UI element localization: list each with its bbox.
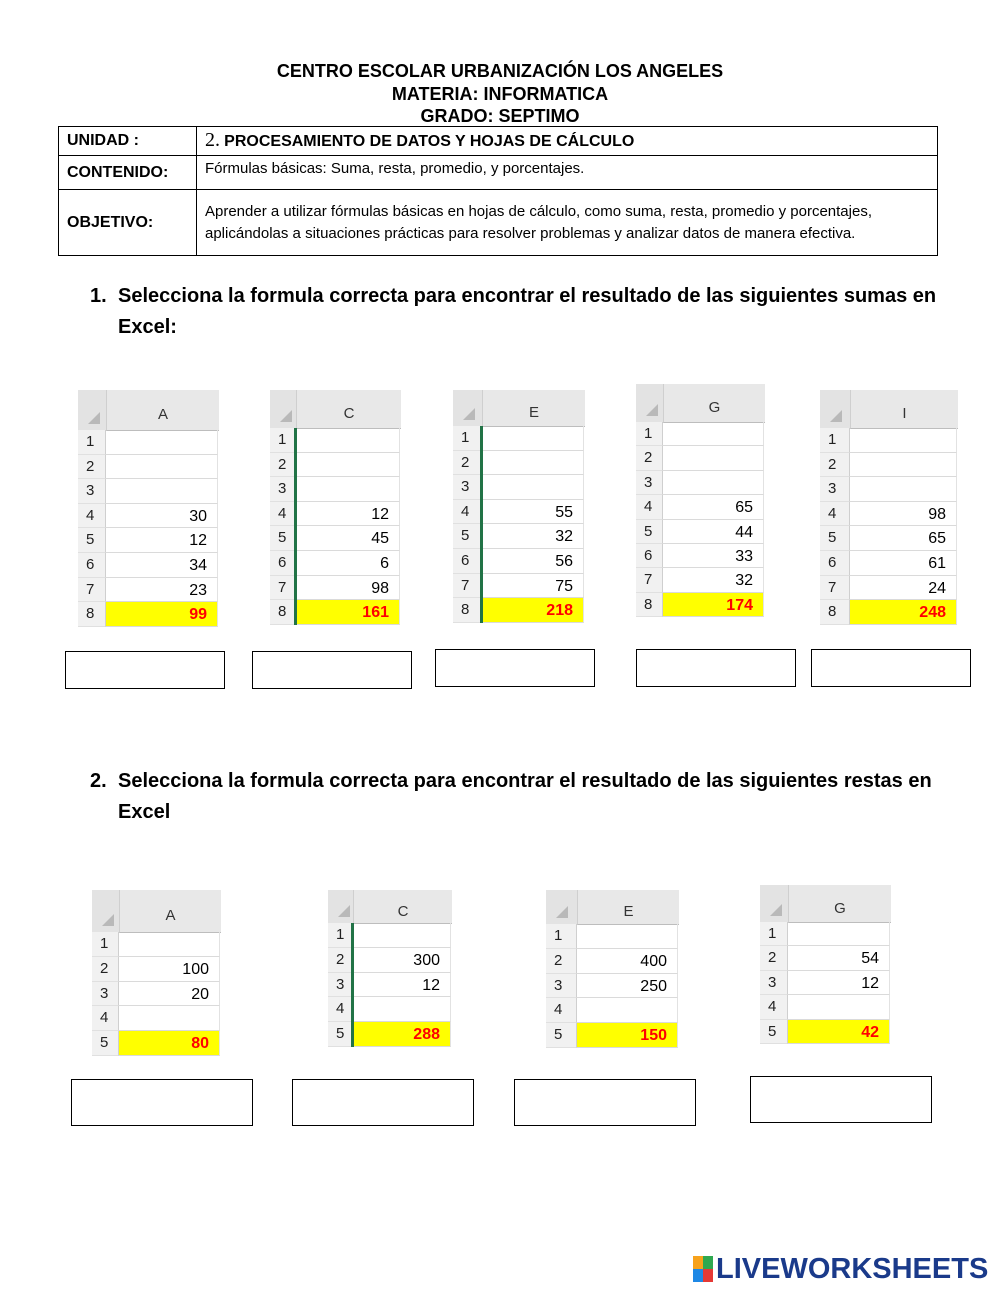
row-number[interactable]: 4 <box>820 502 850 527</box>
value-cell[interactable] <box>788 922 890 946</box>
select-all-triangle-icon <box>338 905 350 917</box>
row-number[interactable]: 1 <box>270 428 296 453</box>
row-number[interactable]: 3 <box>820 477 850 502</box>
row-number[interactable]: 1 <box>546 924 577 949</box>
grade-line: GRADO: SEPTIMO <box>420 106 580 126</box>
row-number[interactable]: 6 <box>636 544 663 568</box>
row-number[interactable]: 3 <box>78 479 106 504</box>
logo-square-2 <box>703 1256 713 1269</box>
row-number[interactable]: 1 <box>820 428 850 453</box>
row-number[interactable]: 5 <box>636 520 663 544</box>
row-number[interactable]: 5 <box>78 528 106 553</box>
sheet-row <box>92 932 220 957</box>
sum-answer-box-3[interactable] <box>435 649 595 687</box>
unit-label: UNIDAD : <box>59 127 197 156</box>
value-cell[interactable]: 54 <box>788 946 890 970</box>
value-cell[interactable]: 45 <box>296 526 400 551</box>
sheet-row <box>636 568 764 592</box>
select-all-corner[interactable] <box>546 890 577 925</box>
value-cell[interactable] <box>482 475 584 500</box>
selection-border <box>294 428 297 625</box>
select-all-triangle-icon <box>770 904 782 916</box>
value-cell[interactable] <box>850 428 957 453</box>
result-cell[interactable]: 42 <box>788 1020 890 1044</box>
value-cell[interactable] <box>353 997 451 1022</box>
objective-label: OBJETIVO: <box>59 190 197 256</box>
value-cell[interactable] <box>296 428 400 453</box>
logo-square-1 <box>693 1256 703 1269</box>
row-number[interactable]: 2 <box>820 453 850 478</box>
sum_sheets-sheet-i <box>820 390 957 625</box>
row-number[interactable]: 5 <box>760 1020 788 1044</box>
sheet-row <box>636 471 764 495</box>
selection-border <box>480 426 483 623</box>
sheet-row <box>636 544 764 568</box>
sheet-row <box>78 553 218 578</box>
column-header[interactable]: E <box>482 390 585 427</box>
value-cell[interactable]: 30 <box>106 504 218 529</box>
row-number[interactable]: 5 <box>92 1031 119 1056</box>
value-cell[interactable]: 65 <box>663 495 764 519</box>
sheet-row <box>270 477 400 502</box>
value-cell[interactable]: 98 <box>296 576 400 601</box>
column-header[interactable]: C <box>353 890 452 924</box>
sum-answer-box-4[interactable] <box>636 649 796 687</box>
sheet-row <box>546 949 678 974</box>
question-1-text: Selecciona la formula correcta para encontrar el resultado de las siguientes sumas en Excel: <box>118 285 937 338</box>
sheet-row <box>820 576 957 601</box>
value-cell[interactable]: 65 <box>850 526 957 551</box>
value-cell[interactable]: 33 <box>663 544 764 568</box>
value-cell[interactable] <box>106 430 218 455</box>
sum-answer-box-1[interactable] <box>65 651 225 689</box>
select-all-corner[interactable] <box>328 890 353 924</box>
result-cell[interactable]: 161 <box>296 600 400 625</box>
value-cell[interactable] <box>106 455 218 480</box>
row-number[interactable]: 7 <box>78 578 106 603</box>
question-1 <box>90 281 950 343</box>
value-cell[interactable]: 61 <box>850 551 957 576</box>
row-number[interactable]: 1 <box>453 426 482 451</box>
value-cell[interactable]: 100 <box>119 957 220 982</box>
select-all-triangle-icon <box>556 906 568 918</box>
sheet-row <box>546 924 678 949</box>
value-cell[interactable]: 250 <box>577 974 678 999</box>
sheet-row <box>453 500 584 525</box>
sheet-row <box>453 426 584 451</box>
value-cell[interactable]: 12 <box>106 528 218 553</box>
select-all-triangle-icon <box>463 408 475 420</box>
column-header[interactable]: C <box>296 390 401 429</box>
row-number[interactable]: 3 <box>270 477 296 502</box>
row-number[interactable]: 4 <box>270 502 296 527</box>
select-all-corner[interactable] <box>636 384 663 423</box>
value-cell[interactable]: 400 <box>577 949 678 974</box>
value-cell[interactable] <box>788 995 890 1019</box>
subtraction-answer-box-4[interactable] <box>750 1076 932 1123</box>
value-cell[interactable]: 56 <box>482 549 584 574</box>
question-2-text: Selecciona la formula correcta para encontrar el resultado de las siguientes restas en Excel <box>118 770 932 823</box>
value-cell[interactable] <box>850 453 957 478</box>
row-number[interactable]: 5 <box>270 526 296 551</box>
row-number[interactable]: 2 <box>270 453 296 478</box>
value-cell[interactable]: 34 <box>106 553 218 578</box>
sub_sheets-sheet-a <box>92 890 220 1056</box>
sheet-row <box>820 453 957 478</box>
sheet-row <box>270 502 400 527</box>
sheet-row <box>760 971 890 995</box>
sheet-row <box>453 524 584 549</box>
logo-mark-icon <box>693 1256 713 1282</box>
sheet-row <box>78 479 218 504</box>
sheet-row <box>636 520 764 544</box>
sheet-row <box>546 974 678 999</box>
row-number[interactable]: 4 <box>760 995 788 1019</box>
row-number[interactable]: 6 <box>270 551 296 576</box>
value-cell[interactable] <box>482 451 584 476</box>
value-cell[interactable] <box>353 923 451 948</box>
value-cell[interactable]: 75 <box>482 574 584 599</box>
sheet-row <box>636 495 764 519</box>
value-cell[interactable]: 23 <box>106 578 218 603</box>
row-number[interactable]: 7 <box>270 576 296 601</box>
value-cell[interactable]: 6 <box>296 551 400 576</box>
row-number[interactable]: 3 <box>453 475 482 500</box>
unit-cell <box>197 127 938 156</box>
school-name: CENTRO ESCOLAR URBANIZACIÓN LOS ANGELES <box>276 61 724 81</box>
value-cell[interactable] <box>106 479 218 504</box>
sub_sheets-sheet-c <box>328 890 451 1047</box>
select-all-corner[interactable] <box>820 390 850 429</box>
sheet-row <box>78 455 218 480</box>
sum-answer-box-2[interactable] <box>252 651 412 689</box>
sheet-row <box>92 1031 220 1056</box>
sub_sheets-sheet-e <box>546 890 678 1048</box>
result-cell[interactable]: 288 <box>353 1022 451 1047</box>
row-number[interactable]: 1 <box>760 922 788 946</box>
value-cell[interactable] <box>482 426 584 451</box>
column-header[interactable]: A <box>106 390 219 431</box>
sheet-row <box>546 1023 678 1048</box>
subtraction-answer-box-2[interactable] <box>292 1079 474 1126</box>
column-header[interactable]: E <box>577 890 679 925</box>
sheet-row <box>92 982 220 1007</box>
sum-answer-box-5[interactable] <box>811 649 971 687</box>
row-number[interactable]: 5 <box>546 1023 577 1048</box>
row-number[interactable]: 2 <box>636 446 663 470</box>
value-cell[interactable] <box>663 471 764 495</box>
row-number[interactable]: 2 <box>453 451 482 476</box>
select-all-corner[interactable] <box>92 890 119 933</box>
result-cell[interactable]: 150 <box>577 1023 678 1048</box>
value-cell[interactable]: 12 <box>788 971 890 995</box>
sheet-row <box>636 446 764 470</box>
sheet-row <box>270 453 400 478</box>
question-1-number: 1. <box>90 285 107 307</box>
subtraction-answer-box-3[interactable] <box>514 1079 696 1126</box>
value-cell[interactable]: 44 <box>663 520 764 544</box>
sheet-row <box>820 502 957 527</box>
sheet-row <box>270 600 400 625</box>
row-number[interactable]: 4 <box>328 997 353 1022</box>
row-number[interactable]: 7 <box>820 576 850 601</box>
value-cell[interactable] <box>663 422 764 446</box>
sheet-row <box>270 428 400 453</box>
sheet-row <box>78 430 218 455</box>
row-number[interactable]: 3 <box>92 982 119 1007</box>
question-2 <box>90 766 950 828</box>
value-cell[interactable]: 20 <box>119 982 220 1007</box>
row-number[interactable]: 1 <box>78 430 106 455</box>
sub_sheets-sheet-g <box>760 885 890 1044</box>
unit-value: PROCESAMIENTO DE DATOS Y HOJAS DE CÁLCULO <box>224 133 635 150</box>
row-number[interactable]: 6 <box>78 553 106 578</box>
sheet-row <box>820 526 957 551</box>
result-cell[interactable]: 174 <box>663 593 764 617</box>
liveworksheets-logo <box>693 1253 988 1285</box>
sheet-row <box>78 528 218 553</box>
value-cell[interactable]: 98 <box>850 502 957 527</box>
subject-line: MATERIA: INFORMATICA <box>391 84 609 104</box>
row-number[interactable]: 8 <box>636 593 663 617</box>
row-number[interactable]: 1 <box>92 932 119 957</box>
row-number[interactable]: 2 <box>328 948 353 973</box>
sheet-row <box>270 551 400 576</box>
row-number[interactable]: 1 <box>328 923 353 948</box>
sheet-row <box>760 946 890 970</box>
sheet-row <box>453 598 584 623</box>
sum_sheets-sheet-e <box>453 390 584 623</box>
value-cell[interactable] <box>577 924 678 949</box>
sum_sheets-sheet-g <box>636 384 764 617</box>
row-number[interactable]: 3 <box>636 471 663 495</box>
sheet-row <box>78 578 218 603</box>
row-number[interactable]: 2 <box>760 946 788 970</box>
sheet-row <box>760 995 890 1019</box>
sheet-row <box>328 1022 451 1047</box>
row-number[interactable]: 4 <box>636 495 663 519</box>
result-cell[interactable]: 248 <box>850 600 957 625</box>
value-cell[interactable] <box>663 446 764 470</box>
row-number[interactable]: 6 <box>453 549 482 574</box>
row-number[interactable]: 2 <box>546 949 577 974</box>
row-number[interactable]: 4 <box>453 500 482 525</box>
objective-value: Aprender a utilizar fórmulas básicas en hojas de cálculo, como suma, resta, promedio y porcentajes, aplicándolas a situaciones prácticas para resolver problemas y analizar datos de manera efectiva. <box>197 190 938 256</box>
sum_sheets-sheet-c <box>270 390 400 625</box>
value-cell[interactable] <box>296 453 400 478</box>
sheet-row <box>453 549 584 574</box>
sheet-row <box>328 973 451 998</box>
row-number[interactable]: 3 <box>760 971 788 995</box>
column-header[interactable]: I <box>850 390 958 429</box>
sheet-row <box>760 922 890 946</box>
logo-wordmark: LIVEWORKSHEETS <box>716 1252 989 1285</box>
sheet-row <box>92 1006 220 1031</box>
select-all-triangle-icon <box>830 410 842 422</box>
sum_sheets-sheet-a <box>78 390 218 627</box>
sheet-row <box>453 475 584 500</box>
row-number[interactable]: 7 <box>453 574 482 599</box>
row-number[interactable]: 2 <box>92 957 119 982</box>
info-table <box>58 126 938 256</box>
row-number[interactable]: 8 <box>453 598 482 623</box>
sheet-row <box>328 948 451 973</box>
value-cell[interactable]: 12 <box>296 502 400 527</box>
result-cell[interactable]: 80 <box>119 1031 220 1056</box>
column-header[interactable]: G <box>788 885 891 923</box>
value-cell[interactable] <box>296 477 400 502</box>
sheet-row <box>820 477 957 502</box>
row-number[interactable]: 8 <box>270 600 296 625</box>
value-cell[interactable]: 32 <box>482 524 584 549</box>
row-number[interactable]: 5 <box>453 524 482 549</box>
sheet-row <box>453 574 584 599</box>
select-all-triangle-icon <box>88 412 100 424</box>
sheet-row <box>636 593 764 617</box>
value-cell[interactable]: 24 <box>850 576 957 601</box>
sheet-row <box>820 428 957 453</box>
row-number[interactable]: 7 <box>636 568 663 592</box>
value-cell[interactable] <box>119 932 220 957</box>
sheet-row <box>453 451 584 476</box>
sheet-row <box>328 923 451 948</box>
row-number[interactable]: 6 <box>820 551 850 576</box>
sheet-row <box>546 998 678 1023</box>
row-number[interactable]: 3 <box>328 973 353 998</box>
row-number[interactable]: 8 <box>78 602 106 627</box>
select-all-corner[interactable] <box>78 390 106 431</box>
value-cell[interactable]: 32 <box>663 568 764 592</box>
select-all-triangle-icon <box>102 914 114 926</box>
result-cell[interactable]: 99 <box>106 602 218 627</box>
value-cell[interactable]: 12 <box>353 973 451 998</box>
sheet-row <box>328 997 451 1022</box>
column-header[interactable]: A <box>119 890 221 933</box>
select-all-triangle-icon <box>280 410 292 422</box>
select-all-corner[interactable] <box>453 390 482 427</box>
sheet-row <box>78 504 218 529</box>
row-number[interactable]: 4 <box>546 998 577 1023</box>
sheet-row <box>270 576 400 601</box>
subtraction-answer-box-1[interactable] <box>71 1079 253 1126</box>
sheet-row <box>270 526 400 551</box>
sheet-row <box>78 602 218 627</box>
row-number[interactable]: 1 <box>636 422 663 446</box>
sheet-row <box>820 551 957 576</box>
row-number[interactable]: 5 <box>820 526 850 551</box>
value-cell[interactable] <box>119 1006 220 1031</box>
logo-square-4 <box>703 1269 713 1282</box>
row-number[interactable]: 5 <box>328 1022 353 1047</box>
sheet-row <box>760 1020 890 1044</box>
result-cell[interactable]: 218 <box>482 598 584 623</box>
question-2-number: 2. <box>90 770 107 792</box>
logo-square-3 <box>693 1269 703 1282</box>
value-cell[interactable]: 55 <box>482 500 584 525</box>
select-all-corner[interactable] <box>270 390 296 429</box>
row-number[interactable]: 2 <box>78 455 106 480</box>
row-number[interactable]: 4 <box>78 504 106 529</box>
row-number[interactable]: 8 <box>820 600 850 625</box>
content-label: CONTENIDO: <box>59 156 197 190</box>
value-cell[interactable]: 300 <box>353 948 451 973</box>
content-value: Fórmulas básicas: Suma, resta, promedio, y porcentajes. <box>197 156 938 190</box>
value-cell[interactable] <box>850 477 957 502</box>
column-header[interactable]: G <box>663 384 765 423</box>
sheet-row <box>820 600 957 625</box>
value-cell[interactable] <box>577 998 678 1023</box>
select-all-triangle-icon <box>646 404 658 416</box>
sheet-row <box>92 957 220 982</box>
sheet-row <box>636 422 764 446</box>
row-number[interactable]: 3 <box>546 974 577 999</box>
select-all-corner[interactable] <box>760 885 788 923</box>
selection-border <box>351 923 354 1047</box>
row-number[interactable]: 4 <box>92 1006 119 1031</box>
unit-number: 2. <box>205 129 220 151</box>
